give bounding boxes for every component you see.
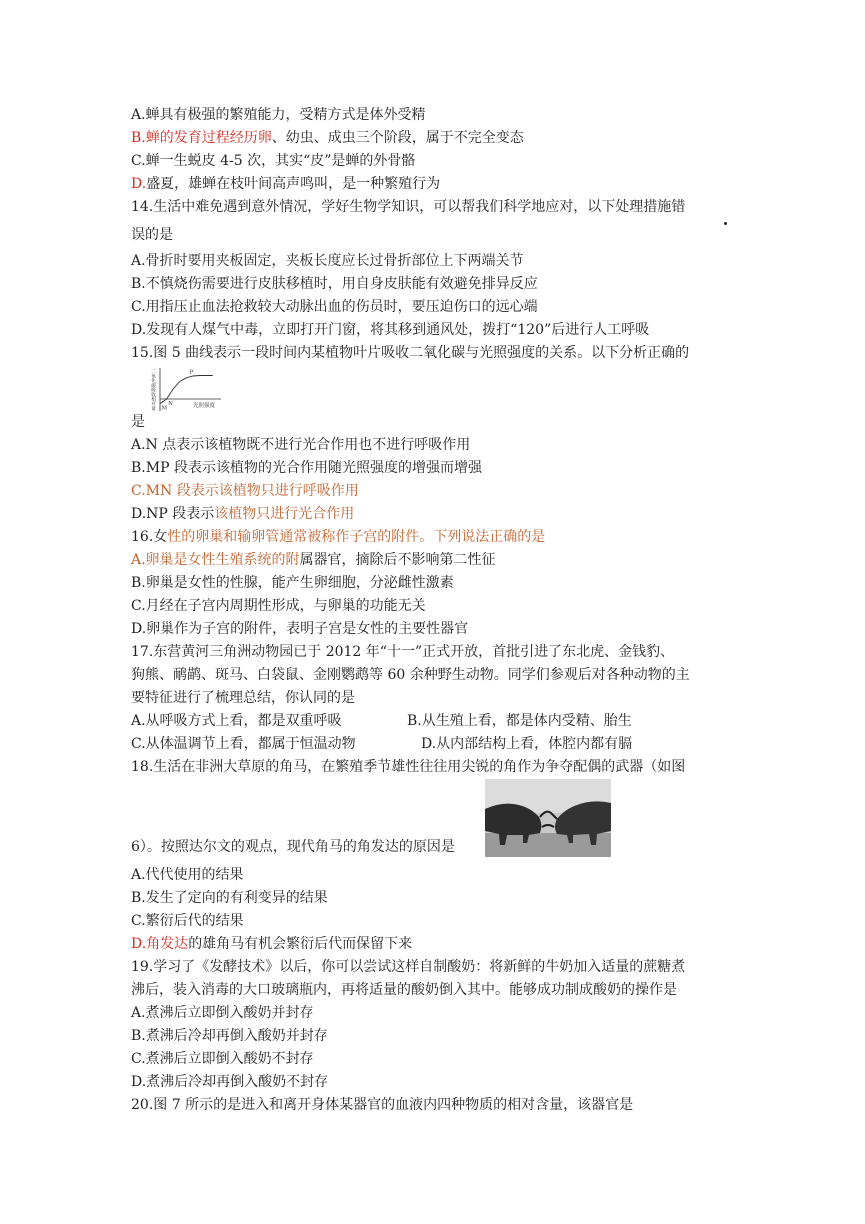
highlight-text: D.角发达 bbox=[131, 936, 189, 952]
wildebeest-photo bbox=[485, 779, 611, 857]
q16-option-a bbox=[131, 551, 496, 569]
q17-option-d: D.从内部结构上看，体腔内都有膈 bbox=[421, 736, 633, 752]
q17-stem-cont2: 要特征进行了梳理总结，你认同的是 bbox=[131, 690, 355, 706]
point-label-p: P bbox=[189, 369, 194, 376]
q16-option-d: D.卵巢作为子宫的附件，表明子宫是女性的主要性器官 bbox=[131, 621, 469, 637]
q19-stem: 19.学习了《发酵技术》以后，你可以尝试这样自制酸奶：将新鲜的牛奶加入适量的蔗糖煮 bbox=[131, 959, 686, 975]
q14-option-d: D.发现有人煤气中毒，立即打开门窗，将其移到通风处，拨打“120”后进行人工呼吸 bbox=[131, 322, 650, 338]
y-axis-label: 二氧化碳吸收相对量 bbox=[150, 369, 156, 411]
option-text: 、幼虫、成虫三个阶段，属于不完全变态 bbox=[271, 130, 524, 146]
q15-stem-cont: 是 bbox=[131, 414, 145, 430]
q18-option-c: C.繁衍后代的结果 bbox=[131, 913, 244, 929]
q16-stem bbox=[131, 528, 545, 546]
q19-option-d: D.煮沸后冷却再倒入酸奶不封存 bbox=[131, 1074, 329, 1090]
option-text: 的雄角马有机会繁衍后代而保留下来 bbox=[188, 936, 413, 952]
q18-stem: 18.生活在非洲大草原的角马，在繁殖季节雄性往往用尖锐的角作为争夺配偶的武器（如图 bbox=[131, 759, 686, 775]
option-text: 属器官，摘除后不影响第二性征 bbox=[299, 552, 496, 568]
q18-option-b: B.发生了定向的有利变异的结果 bbox=[131, 890, 328, 906]
q15-option-b: B.MP 段表示该植物的光合作用随光照强度的增强而增强 bbox=[131, 460, 482, 476]
q14-option-c: C.用指压止血法抢救较大动脉出血的伤员时，要压迫伤口的远心端 bbox=[131, 299, 538, 315]
q14-stem: 14.生活中难免遇到意外情况，学好生物学知识，可以帮我们科学地应对，以下处理措施错 bbox=[131, 199, 686, 215]
co2-light-chart bbox=[145, 366, 223, 416]
highlight-text: 性的卵巢和输卵管通常被称作子宫的附件。下列说法正确的是 bbox=[167, 529, 546, 545]
q17-option-c: C.从体温调节上看，都属于恒温动物 bbox=[131, 736, 356, 752]
point-label-n: N bbox=[168, 401, 173, 407]
q13-option-b bbox=[131, 129, 524, 147]
q19-option-a: A.煮沸后立即倒入酸奶并封存 bbox=[131, 1005, 314, 1021]
q19-option-b: B.煮沸后冷却再倒入酸奶并封存 bbox=[131, 1028, 328, 1044]
point-label-m: M bbox=[161, 405, 168, 412]
q18-stem-cont: 6）。按照达尔文的观点，现代角马的角发达的原因是 bbox=[131, 839, 455, 855]
highlight-text: D. bbox=[131, 176, 147, 192]
q16-option-c: C.月经在子宫内周期性形成，与卵巢的功能无关 bbox=[131, 598, 426, 614]
x-axis-label: 光照强度 bbox=[193, 403, 216, 409]
q15-stem: 15.图 5 曲线表示一段时间内某植物叶片吸收二氧化碳与光照强度的关系。以下分析正确的 bbox=[131, 345, 690, 361]
q14-option-a: A.骨折时要用夹板固定，夹板长度应长过骨折部位上下两端关节 bbox=[131, 253, 524, 269]
q17-option-a: A.从呼吸方式上看，都是双重呼吸 bbox=[131, 713, 342, 729]
emphasis-dot bbox=[724, 222, 727, 225]
q19-option-c: C.煮沸后立即倒入酸奶不封存 bbox=[131, 1051, 314, 1067]
q17-stem-cont: 狗熊、鸸鹋、斑马、白袋鼠、金刚鹦鹉等 60 余种野生动物。同学们参观后对各种动物的主 bbox=[131, 667, 690, 683]
q15-option-d bbox=[131, 505, 354, 523]
q14-option-b: B.不慎烧伤需要进行皮肤移植时，用自身皮肤能有效避免排异反应 bbox=[131, 276, 538, 292]
stem-text: 16.女 bbox=[131, 529, 168, 545]
q14-stem-cont: 误的是 bbox=[131, 227, 173, 243]
highlight-text: B.蝉的发育过程经历卵 bbox=[131, 130, 272, 146]
q15-option-c: C.MN 段表示该植物只进行呼吸作用 bbox=[131, 483, 359, 499]
q16-option-b: B.卵巢是女性的性腺，能产生卵细胞，分泌雌性激素 bbox=[131, 575, 454, 591]
q13-option-d bbox=[131, 175, 440, 193]
q18-option-a: A.代代使用的结果 bbox=[131, 867, 244, 883]
q15-option-a: A.N 点表示该植物既不进行光合作用也不进行呼吸作用 bbox=[131, 437, 471, 453]
q17-stem: 17.东营黄河三角洲动物园已于 2012 年“十一”正式开放，首批引进了东北虎、金钱豹、 bbox=[131, 644, 675, 660]
option-text: D.NP 段表示 bbox=[131, 506, 215, 522]
option-text: 盛夏，雄蝉在枝叶间高声鸣叫，是一种繁殖行为 bbox=[146, 176, 441, 192]
q20-stem: 20.图 7 所示的是进入和离开身体某器官的血液内四种物质的相对含量，该器官是 bbox=[131, 1097, 634, 1113]
highlight-text: A.卵巢是女性生殖系统的附 bbox=[131, 552, 300, 568]
q13-option-c: C.蝉一生蜕皮 4-5 次，其实“皮”是蝉的外骨骼 bbox=[131, 153, 416, 169]
q18-option-d bbox=[131, 935, 412, 953]
q13-option-a: A.蝉具有极强的繁殖能力，受精方式是体外受精 bbox=[131, 107, 426, 123]
q19-stem-cont: 沸后，装入消毒的大口玻璃瓶内，再将适量的酸奶倒入其中。能够成功制成酸奶的操作是 bbox=[131, 982, 677, 998]
q17-option-b: B.从生殖上看，都是体内受精、胎生 bbox=[407, 713, 632, 729]
highlight-text: 该植物只进行光合作用 bbox=[214, 506, 355, 522]
